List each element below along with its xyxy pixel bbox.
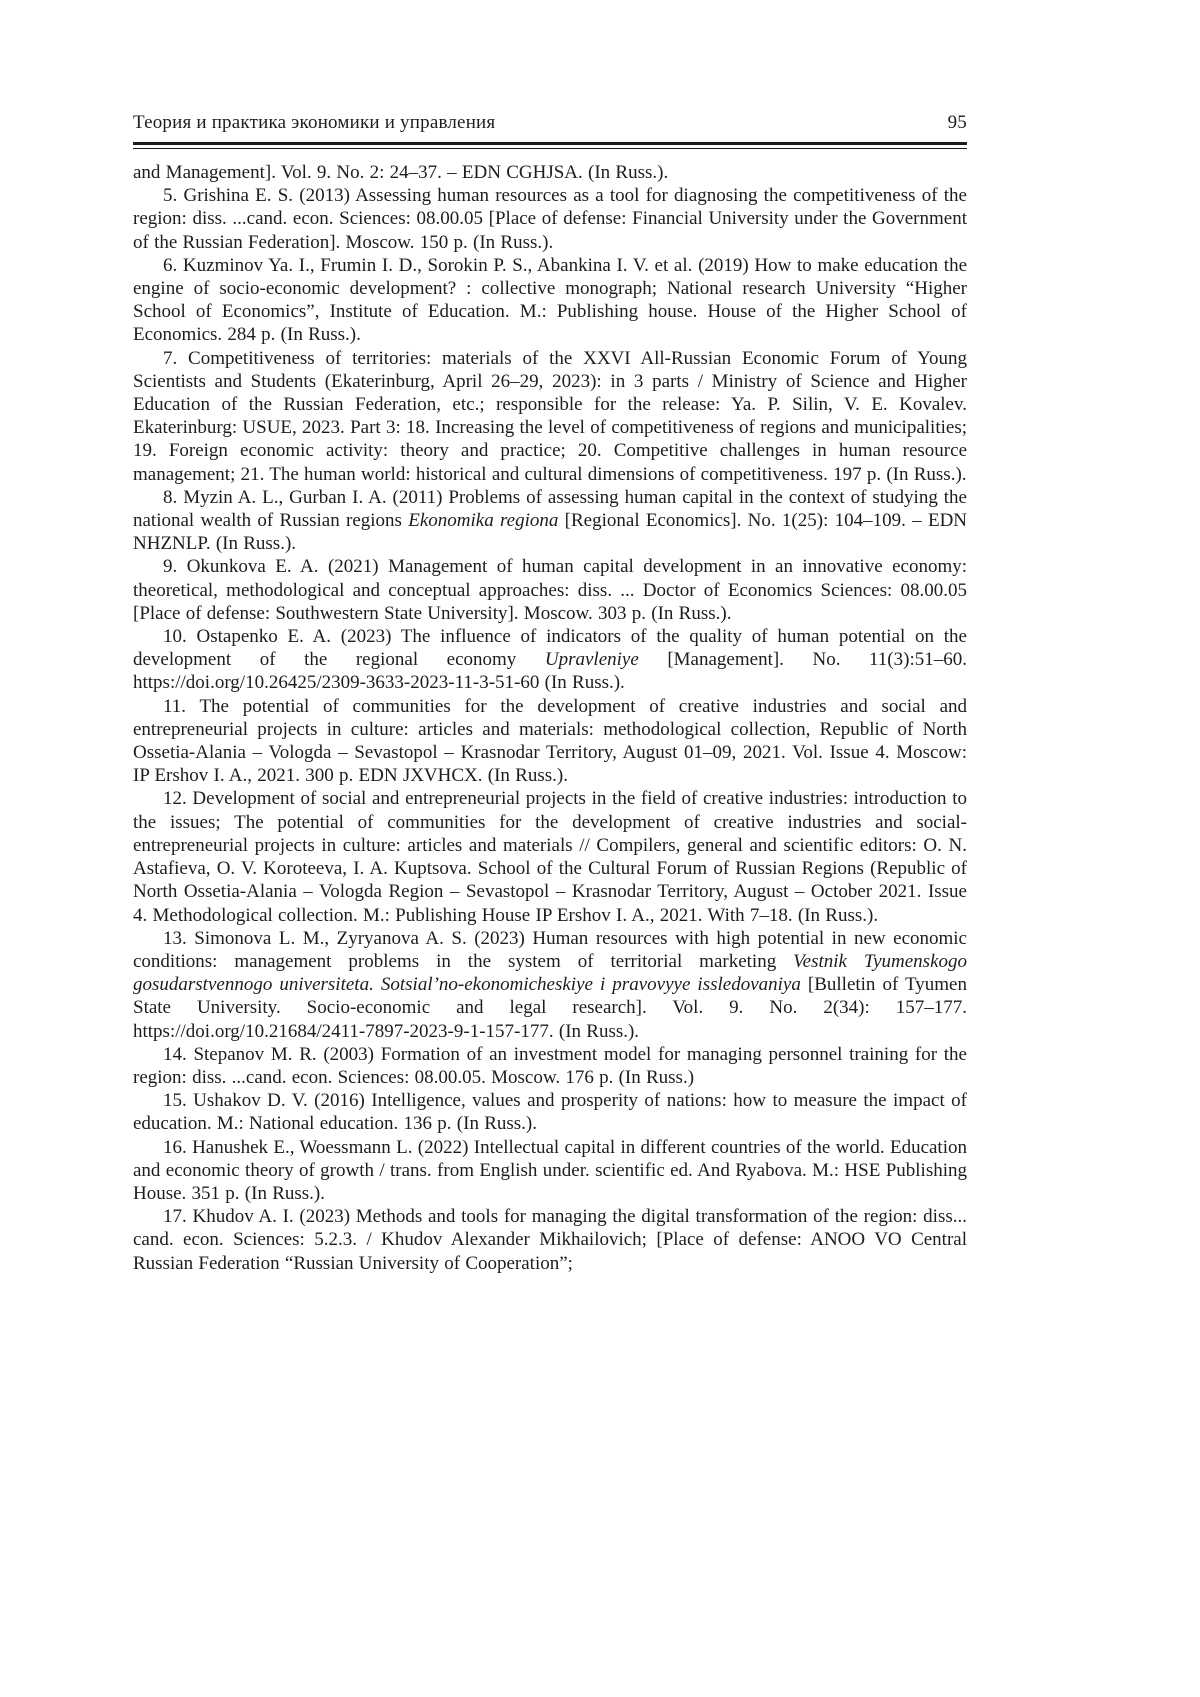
page-number: 95 [947,112,967,133]
reference-text: 10. Ostapenko E. A. (2023) The influence of indicators of the quality of human potential on the development of the regional economy [133,626,967,671]
reference-paragraph [133,184,967,254]
reference-text: [Regional Economics]. No. 1(25): 104–109. – EDN NHZNLP. (In Russ.). [133,510,968,555]
reference-text: 8. Myzin A. L., Gurban I. A. (2011) Problems of assessing human capital in the context of studying the national wealth of Russian regions [133,486,967,532]
reference-paragraph [133,787,967,926]
reference-paragraph [133,1089,967,1135]
reference-text: 15. Ushakov D. V. (2016) Intelligence, values and prosperity of nations: how to measure the impact of education. M.: National education. 136 p. (In Russ.). [133,1090,967,1135]
reference-text: 6. Kuzminov Ya. I., Frumin I. D., Sorokin P. S., Abankina I. V. et al. (2019) How to make education the engine of socio-economic development? : collective monograph; National research University “Higher School of Economics”, Institute of Education. M.: Publishing house. House of the Higher School of Economics. 284 p. (In Russ.). [133,254,967,346]
reference-text: [Management]. No. 11(3):51–60. https://doi.org/10.26425/2309-3633-2023-11-3-51-60 (In Russ.). [133,649,967,694]
reference-text: 7. Competitiveness of territories: materials of the XXVI All-Russian Economic Forum of Young Scientists and Students (Ekaterinburg, April 26–29, 2023): in 3 parts / Ministry of Science and Higher Education of the Russian Federation, etc.; responsible for the release: Ya. P. Silin, V. E. Kovalev. Ekaterinburg: USUE, 2023. Part 3: 18. Increasing the level of competitiveness of regions and municipalities; 19. Foreign economic activity: theory and practice; 20. Competitive challenges in human resource management; 21. The human world: historical and cultural dimensions of competitiveness. 197 p. (In Russ.). [133,347,967,485]
reference-text: 16. Hanushek E., Woessmann L. (2022) Intellectual capital in different countries of the world. Education and economic theory of growth / trans. from English under. scientific ed. And Ryabova. M.: HSE Publishing House. 351 p. (In Russ.). [133,1136,967,1204]
reference-text: 5. Grishina E. S. (2013) Assessing human resources as a tool for diagnosing the competitiveness of the region: diss. ...cand. econ. Sciences: 08.00.05 [Place of defense: Financial University under the Government of the Russian Federation]. Moscow. 150 p. (In Russ.). [133,185,967,253]
page-header [133,112,967,142]
reference-paragraph [133,1136,967,1206]
reference-text: [Bulletin of Tyumen State University. Socio-economic and legal research]. Vol. 9. No. 2(34): 157–177. https://doi.org/10.21684/2411-7897-2023-9-1-157-177. (In Russ.). [133,974,967,1042]
reference-text: 13. Simonova L. M., Zyryanova A. S. (2023) Human resources with high potential in new economic conditions: management problems in the system of territorial marketing [133,927,967,972]
reference-paragraph [133,486,967,556]
reference-paragraph [133,695,967,788]
reference-text: and Management]. Vol. 9. No. 2: 24–37. – EDN CGHJSA. (In Russ.). [133,162,669,183]
reference-text: 9. Okunkova E. A. (2021) Management of human capital development in an innovative economy: theoretical, methodological and conceptual approaches: diss. ... Doctor of Economics Sciences: 08.00.05 [Place of defense: Southwestern State University]. Moscow. 303 p. (In Russ.). [133,556,967,624]
reference-text: 11. The potential of communities for the development of creative industries and social and entrepreneurial projects in culture: articles and materials: methodological collection, Republic of North Ossetia-Alania – Vologda – Sevastopol – Krasnodar Territory, August 01–09, 2021. Vol. Issue 4. Moscow: IP Ershov I. A., 2021. 300 p. EDN JXVHCX. (In Russ.). [133,695,967,787]
reference-paragraph [133,1043,967,1089]
reference-paragraph [133,625,967,695]
reference-text: 14. Stepanov M. R. (2003) Formation of an investment model for managing personnel training for the region: diss. ...cand. econ. Sciences: 08.00.05. Moscow. 176 p. (In Russ.) [133,1043,967,1088]
reference-source-title: Ekonomika regiona [408,510,559,532]
reference-paragraph [133,254,967,347]
running-title: Теория и практика экономики и управления [133,112,496,133]
header-divider [133,142,967,149]
reference-list [133,161,967,1275]
reference-paragraph [133,927,967,1043]
reference-text: 12. Development of social and entrepreneurial projects in the field of creative industries: introduction to the issues; The potential of communities for the development of creative industries and social-entrepreneurial projects in culture: articles and materials // Compilers, general and scientific editors: O. N. Astafieva, O. V. Koroteeva, I. A. Kuptsova. School of the Cultural Forum of Russian Regions (Republic of North Ossetia-Alania – Vologda Region – Sevastopol – Krasnodar Territory, August – October 2021. Issue 4. Methodological collection. M.: Publishing House IP Ershov I. A., 2021. With 7–18. (In Russ.). [133,788,967,926]
reference-paragraph [133,161,967,184]
reference-source-title: Vestnik Tyumenskogo gosudarstvennogo universiteta. Sotsial’no-ekonomicheskiye i pravovyye issledovaniya [133,950,967,996]
reference-paragraph [133,555,967,625]
reference-paragraph [133,1205,967,1275]
reference-text: 17. Khudov A. I. (2023) Methods and tools for managing the digital transformation of the region: diss... cand. econ. Sciences: 5.2.3. / Khudov Alexander Mikhailovich; [Place of defense: ANOO VO Central Russian Federation “Russian University of Cooperation”; [133,1206,967,1274]
reference-source-title: Upravleniye [544,649,639,671]
reference-paragraph [133,347,967,486]
